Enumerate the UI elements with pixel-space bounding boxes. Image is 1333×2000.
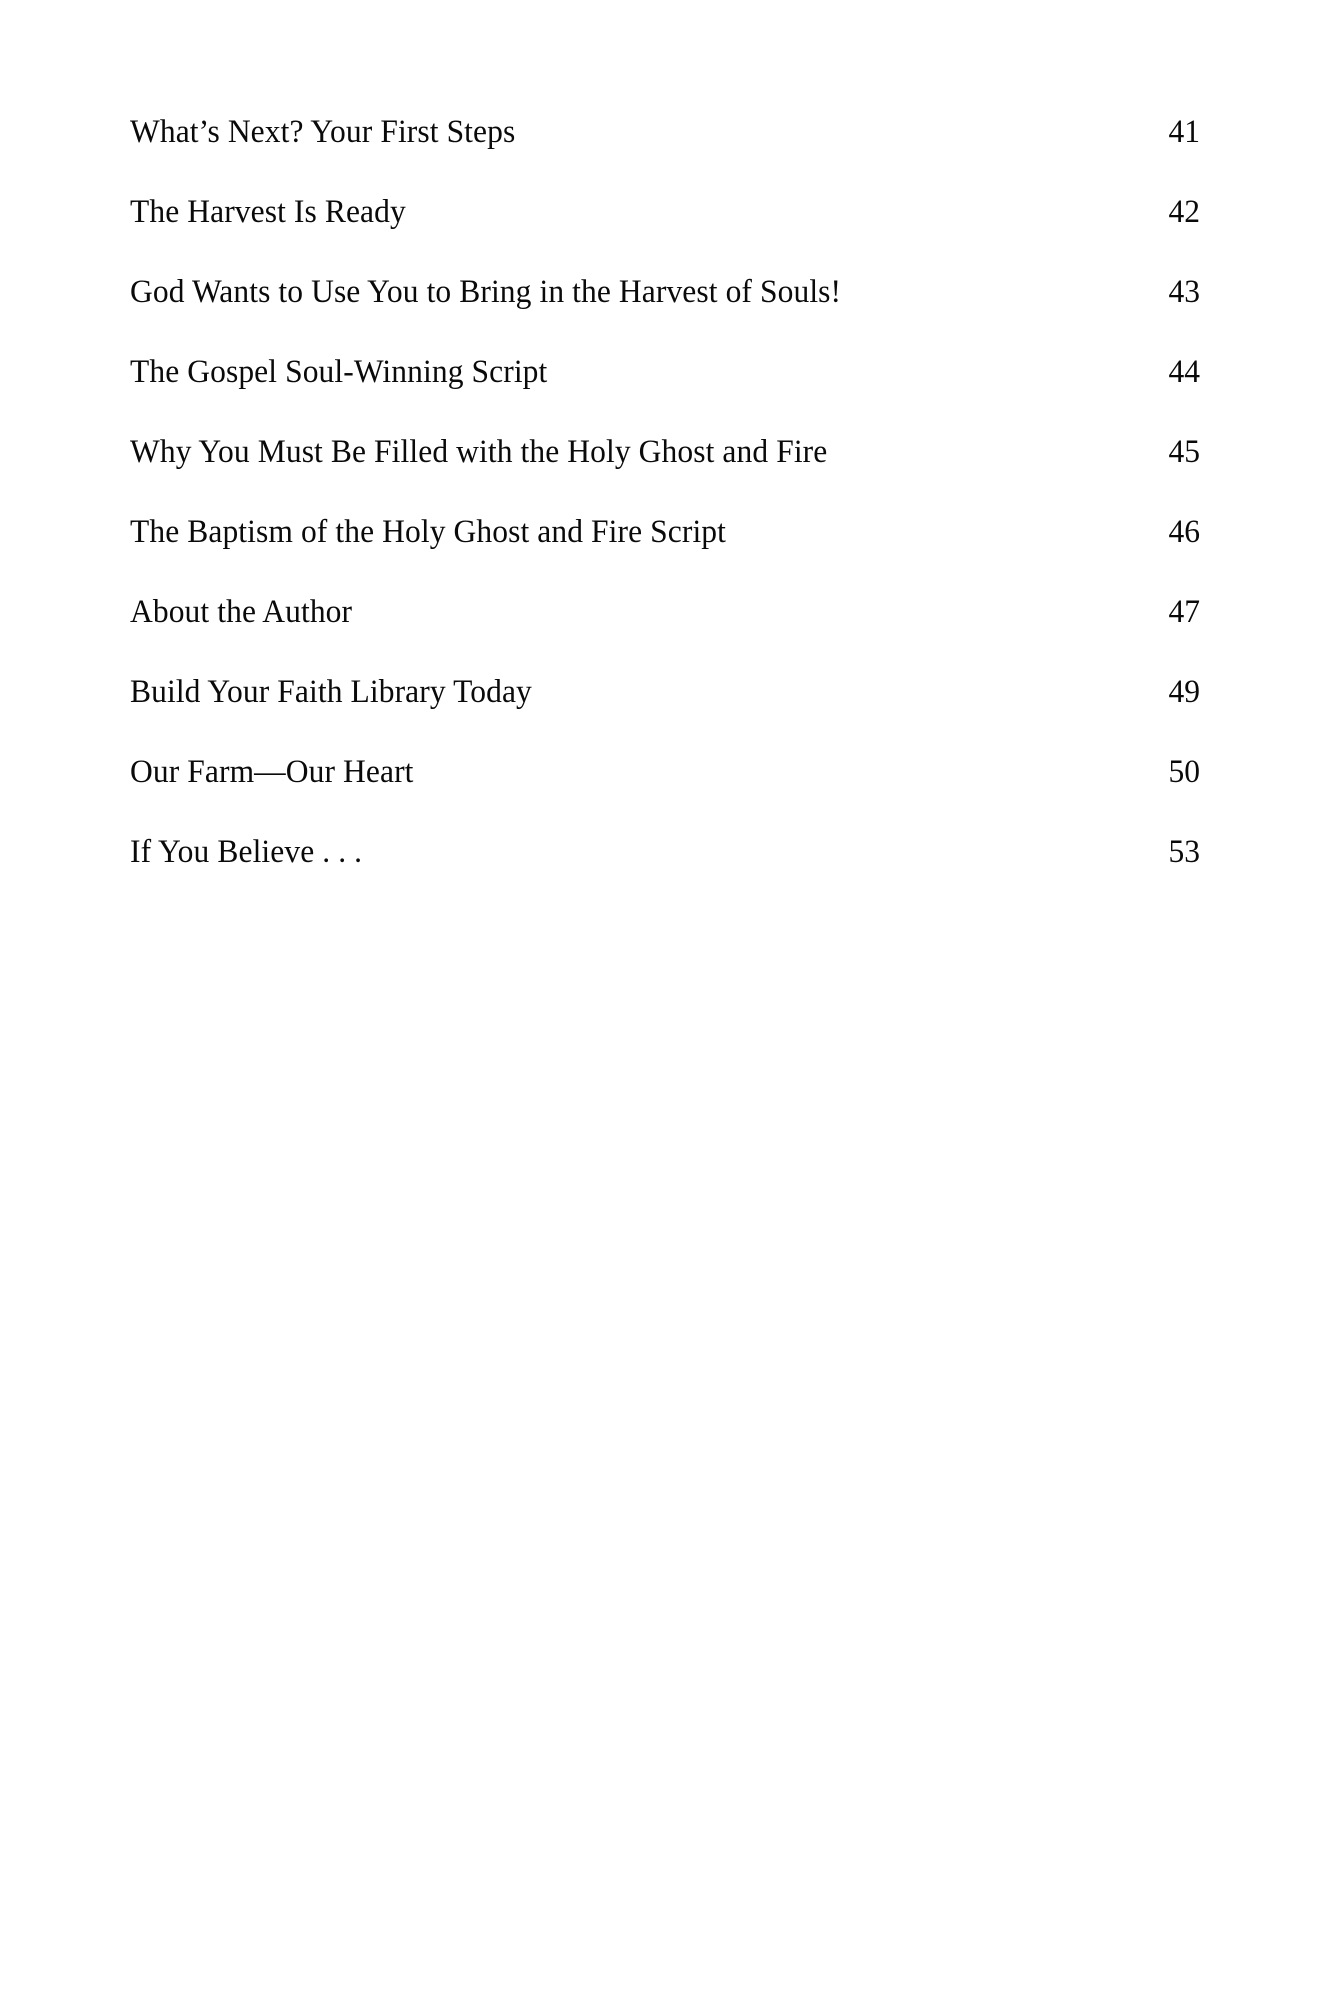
toc-entry[interactable] bbox=[130, 332, 1200, 412]
toc-entry-page-number: 41 bbox=[1168, 114, 1200, 150]
toc-entry-page-number: 45 bbox=[1168, 434, 1200, 470]
toc-entry-title: The Harvest Is Ready bbox=[130, 194, 406, 230]
toc-entry-page-number: 50 bbox=[1168, 754, 1200, 790]
toc-entry-page-number: 49 bbox=[1168, 674, 1200, 710]
toc-entry[interactable] bbox=[130, 92, 1200, 172]
toc-entry-title: The Gospel Soul-Winning Script bbox=[130, 354, 548, 390]
toc-entry-page-number: 47 bbox=[1168, 594, 1200, 630]
toc-entry-title: About the Author bbox=[130, 594, 353, 630]
toc-entry[interactable] bbox=[130, 652, 1200, 732]
toc-entry-title: If You Believe . . . bbox=[130, 834, 363, 870]
toc-entry[interactable] bbox=[130, 412, 1200, 492]
toc-entry-title: Build Your Faith Library Today bbox=[130, 674, 532, 710]
toc-entry-page-number: 53 bbox=[1168, 834, 1200, 870]
toc-entry[interactable] bbox=[130, 172, 1200, 252]
toc-entry[interactable] bbox=[130, 732, 1200, 812]
toc-entry-title: Why You Must Be Filled with the Holy Ghost and Fire bbox=[130, 434, 828, 470]
toc-entry-title: What’s Next? Your First Steps bbox=[130, 114, 516, 150]
toc-entry-page-number: 43 bbox=[1168, 274, 1200, 310]
toc-entry-page-number: 46 bbox=[1168, 514, 1200, 550]
toc-entry[interactable] bbox=[130, 252, 1200, 332]
toc-entry-title: The Baptism of the Holy Ghost and Fire Script bbox=[130, 514, 727, 550]
toc-entry-title: Our Farm—Our Heart bbox=[130, 754, 414, 790]
toc-entry-page-number: 44 bbox=[1168, 354, 1200, 390]
table-of-contents-list bbox=[130, 92, 1200, 892]
toc-entry[interactable] bbox=[130, 572, 1200, 652]
toc-entry[interactable] bbox=[130, 492, 1200, 572]
toc-entry-page-number: 42 bbox=[1168, 194, 1200, 230]
toc-entry[interactable] bbox=[130, 812, 1200, 892]
toc-entry-title: God Wants to Use You to Bring in the Harvest of Souls! bbox=[130, 274, 842, 310]
